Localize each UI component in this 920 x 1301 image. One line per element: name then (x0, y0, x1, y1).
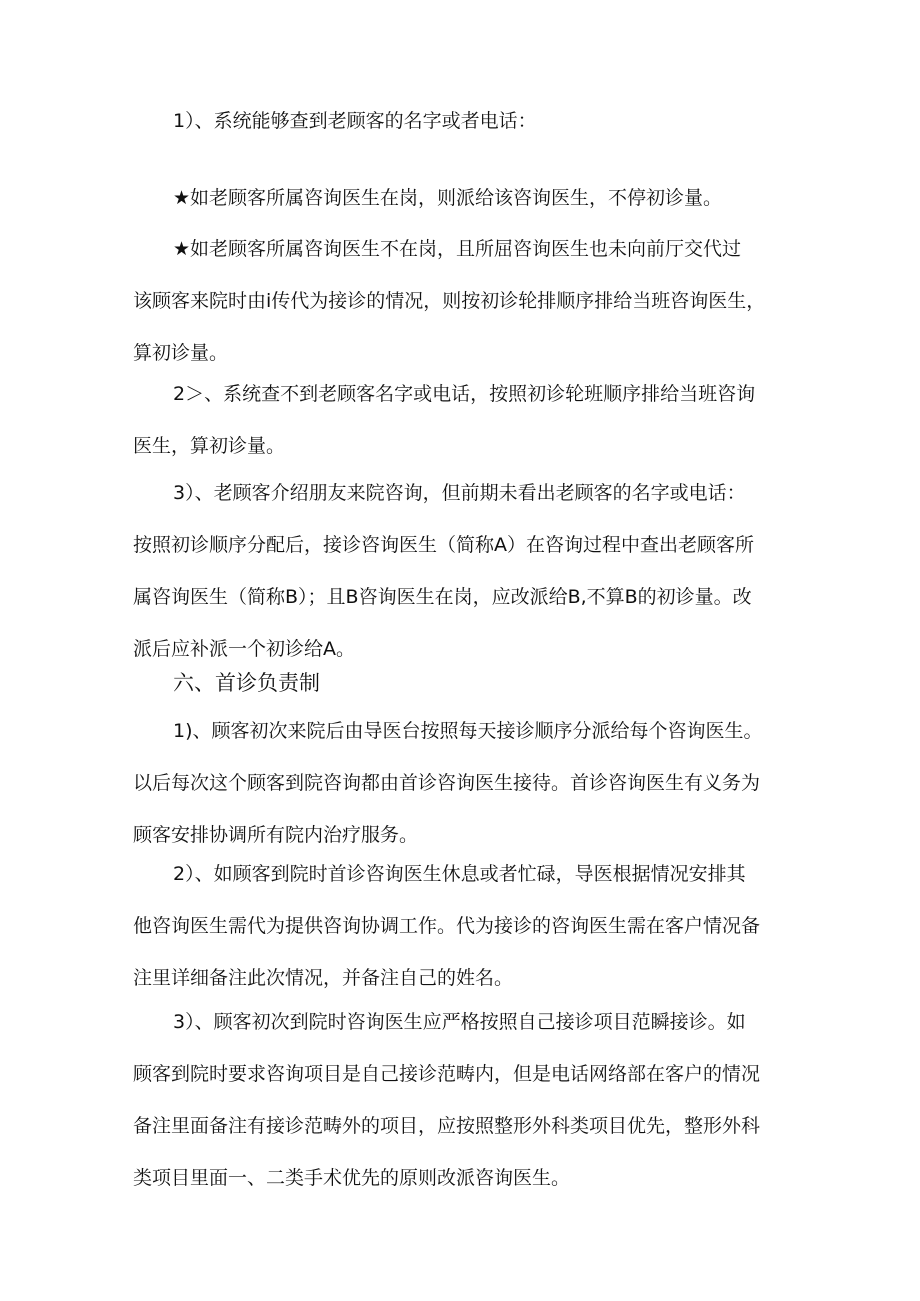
text-line: 医生，算初诊量。 (133, 435, 286, 457)
text-line: 注里详细备注此次情况，并备注自己的姓名。 (133, 967, 514, 989)
paragraph-2 (133, 172, 793, 224)
text-line: 3）、顾客初次到院时咨询医生应严格按照自己接诊项目范瞬接诊。如 (173, 1011, 746, 1033)
text-line: 以后每次这个顾客到院咨询都由首诊咨询医生接待。首诊咨询医生有义务为 (133, 772, 761, 794)
paragraph-4 (133, 368, 793, 472)
text-line: 3）、老顾客介绍朋友来院咨询，但前期未看出老顾客的名字或电话： (173, 482, 746, 504)
text-line: 算初诊量。 (133, 342, 229, 364)
text-line: 2）、如顾客到院时首诊咨询医生休息或者忙碌，导医根据情况安排其 (173, 863, 746, 885)
text-line: ★如老顾客所属咨询医生在岗，则派给该咨询医生，不停初诊量。 (173, 187, 723, 209)
paragraph-8 (133, 996, 793, 1204)
text-line: 2＞、系统查不到老顾客名字或电话，按照初诊轮班顺序排给当班咨询 (173, 383, 756, 405)
heading-text: 六、首诊负责制 (173, 671, 320, 695)
paragraph-1 (133, 95, 793, 147)
paragraph-3 (133, 223, 793, 379)
paragraph-5 (133, 467, 793, 675)
text-line: 他咨询医生需代为提供咨询协调工作。代为接诊的咨询医生需在客户情况备 (133, 915, 761, 937)
paragraph-7 (133, 848, 793, 1004)
text-line: 派后应补派一个初诊给A。 (133, 638, 355, 660)
section-heading (133, 657, 793, 709)
text-line: 顾客到院时要求咨询项目是自己接诊范畴内，但是电话网络部在客户的情况 (133, 1063, 761, 1085)
text-line: 备注里面备注有接诊范畴外的项目，应按照整形外科类项目优先，整形外科 (133, 1115, 761, 1137)
text-line: 该顾客来院时由i传代为接诊的情况，则按初诊轮排顺序排给当班咨询医生， (133, 290, 766, 312)
text-line: 属咨询医生（简称B）；且B咨询医生在岗，应改派给B,不算B的初诊量。改 (133, 586, 752, 608)
paragraph-6 (133, 705, 793, 861)
text-line: 顾客安排协调所有院内治疗服务。 (133, 824, 419, 846)
text-line: 1)、顾客初次来院后由导医台按照每天接诊顺序分派给每个咨询医生。 (173, 720, 763, 742)
text-line: 1）、系统能够查到老顾客的名字或者电话： (173, 110, 537, 132)
text-line: ★如老顾客所属咨询医生不在岗，且所屈咨询医生也未向前厅交代过 (173, 238, 742, 260)
text-line: 按照初诊顺序分配后，接诊咨询医生（简称A）在咨询过程中查出老顾客所 (133, 534, 754, 556)
text-line: 类项目里面一、二类手术优先的原则改派咨询医生。 (133, 1167, 571, 1189)
